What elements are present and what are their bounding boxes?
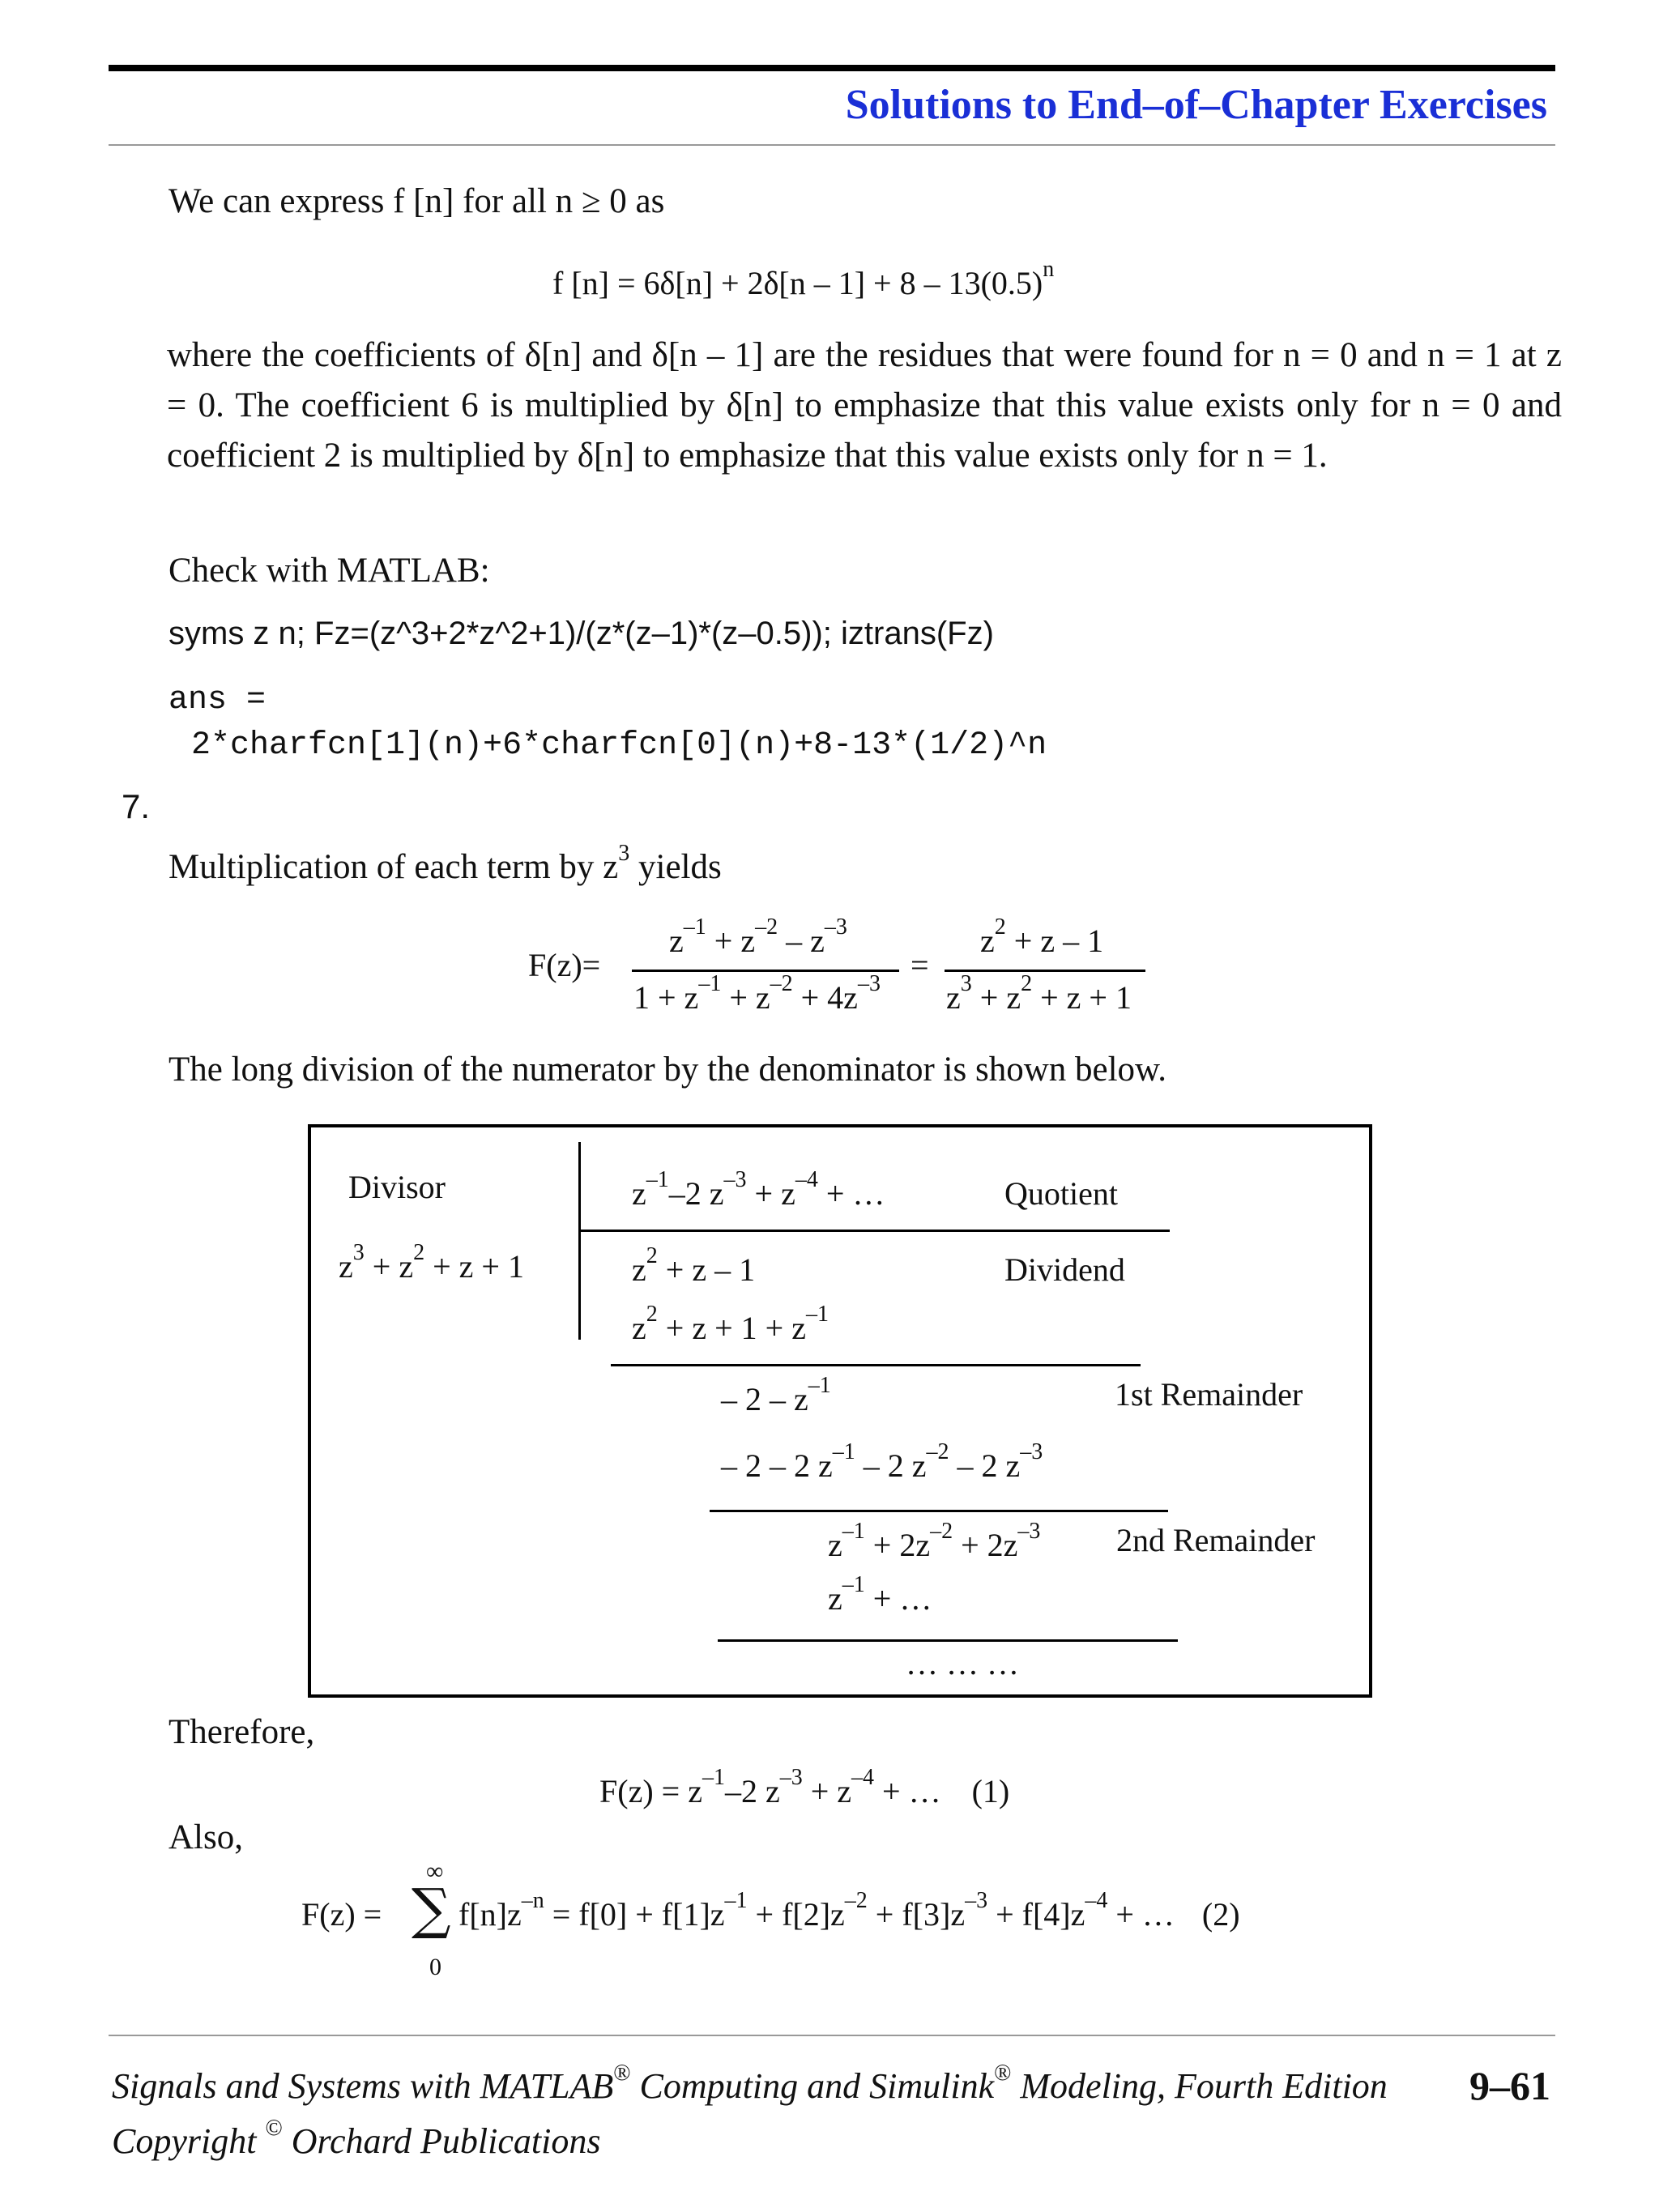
- division-bracket-vertical: [578, 1142, 581, 1340]
- fraction2-numerator: $z^2 + z - 1$: [980, 914, 1104, 959]
- equation-F-label: F(z)=: [528, 947, 601, 983]
- multiplication-line-text: Multiplication of each term by z: [168, 848, 619, 886]
- division-bracket-top: [580, 1230, 1170, 1232]
- matlab-ans-value: 2*charfcn[1](n)+6*charfcn[0](n)+8-13*(1/2)^n: [191, 727, 1047, 764]
- matlab-command: syms z n; Fz=(z^3+2*z^2+1)/(z*(z–1)*(z–0.5)); iztrans(Fz): [168, 616, 994, 651]
- sum-upper-limit: ∞: [426, 1858, 444, 1885]
- equation-1-lhs: F(z) =: [599, 1773, 680, 1809]
- sum-lower-limit: 0: [429, 1954, 441, 1980]
- footer-title-part2: Computing and Simulink: [639, 2066, 995, 2106]
- division-line-2: [710, 1510, 1168, 1512]
- multiplication-line: [168, 842, 722, 897]
- also-label: Also,: [168, 1818, 243, 1856]
- remainder-1-expression: – $2 - z^{-1}$: [721, 1373, 831, 1417]
- matlab-check-label: Check with MATLAB:: [168, 552, 490, 590]
- subtrahend-3: $z^{-1}$ + …: [828, 1572, 932, 1617]
- page-header-title: Solutions to End–of–Chapter Exercises: [845, 82, 1547, 128]
- remainder-2-expression: $z^{-1} + 2z^{-2} + 2z^{-3}$: [828, 1519, 1041, 1563]
- subtrahend-1: $z^2 + z + 1 + z^{-1}$: [632, 1302, 829, 1346]
- division-line-1: [611, 1364, 1141, 1366]
- long-division-intro: The long division of the numerator by the denominator is shown below.: [168, 1051, 1167, 1089]
- equation-2-rhs: $f[n]z^{-n} = f[0] + f[1]z^{-1} + f[2]z^{-2} + f[3]z^{-3} + f[4]z^{-4}$ + … (2): [458, 1888, 1240, 1933]
- fraction1-numerator: $z^{-1} + z^{-2} - z^{-3}$: [669, 914, 847, 959]
- equation-fn-exponent: n: [1043, 257, 1055, 282]
- equation-equals: =: [911, 947, 929, 983]
- divisor-expression: $z^3 + z^2 + z + 1$: [339, 1240, 524, 1285]
- multiplication-line-exponent: 3: [618, 841, 630, 866]
- equation-2-tag: (2): [1201, 1896, 1240, 1933]
- division-line-3: [718, 1639, 1178, 1642]
- sum-symbol: ∑: [412, 1877, 451, 1941]
- quotient-expression: $z^{-1}-2$ $z^{-3} + z^{-4}$ + …: [632, 1167, 885, 1212]
- footer-reg-mark-2: ®: [994, 2061, 1012, 2086]
- equation-1-tag: (1): [971, 1773, 1010, 1809]
- header-bottom-rule: [109, 144, 1555, 146]
- multiplication-line-yields: yields: [638, 848, 722, 886]
- exercise-number: 7.: [122, 787, 151, 825]
- footer-title-part1: Signals and Systems with MATLAB: [112, 2066, 614, 2106]
- quotient-label: Quotient: [1004, 1175, 1118, 1212]
- footer-reg-mark-1: ®: [613, 2061, 631, 2086]
- footer-copyright: [112, 2116, 601, 2162]
- fraction2-bar: [945, 970, 1145, 972]
- division-ellipsis-row: … … …: [906, 1645, 1019, 1681]
- fraction2-denominator: $z^3 + z^2 + z + 1$: [946, 971, 1132, 1016]
- footer-publisher: Orchard Publications: [291, 2121, 601, 2161]
- matlab-ans-label: ans =: [168, 682, 267, 718]
- residue-explanation-paragraph: where the coefficients of δ[n] and δ[n – 1] are the residues that were found for n = 0 and n = 1 at z = 0. The coefficient 6 is multiplied by δ[n] to emphasize that this value exists only for n = 0 and coefficient 2 is multiplied by δ[n] to emphasize that this value exists only for n = 1.: [167, 336, 1562, 475]
- equation-1: $F(z) = z^{-1}-2$ $z^{-3} + z^{-4}$ + … (1): [599, 1765, 1010, 1809]
- equation-fn: [552, 257, 1055, 302]
- footer-copyright-text: Copyright: [112, 2121, 257, 2161]
- footer-title-part3: Modeling, Fourth Edition: [1020, 2066, 1388, 2106]
- dividend-expression: $z^2 + z - 1$: [632, 1243, 756, 1288]
- dividend-label: Dividend: [1004, 1251, 1125, 1288]
- equation-2-lhs: F(z) =: [301, 1896, 382, 1933]
- subtrahend-2: – 2 – 2 $z^{-1} - 2$ $z^{-2} - 2$ $z^{-3}$: [721, 1439, 1043, 1484]
- divisor-label: Divisor: [348, 1169, 446, 1205]
- equation-fn-body: f [n] = 6δ[n] + 2δ[n – 1] + 8 – 13(0.5): [552, 265, 1043, 301]
- footer-rule: [109, 2035, 1555, 2036]
- footer-copyright-symbol: ©: [265, 2116, 283, 2141]
- intro-line: We can express f [n] for all n ≥ 0 as: [168, 182, 665, 220]
- footer-book-title: [112, 2061, 1388, 2107]
- header-top-rule: [109, 65, 1555, 71]
- fraction1-denominator: $1 + z^{-1} + z^{-2} + 4z^{-3}$: [633, 971, 881, 1016]
- page-number: 9–61: [1469, 2063, 1550, 2108]
- therefore-label: Therefore,: [168, 1713, 315, 1751]
- remainder-1-label: 1st Remainder: [1115, 1376, 1303, 1413]
- remainder-2-label: 2nd Remainder: [1116, 1522, 1316, 1558]
